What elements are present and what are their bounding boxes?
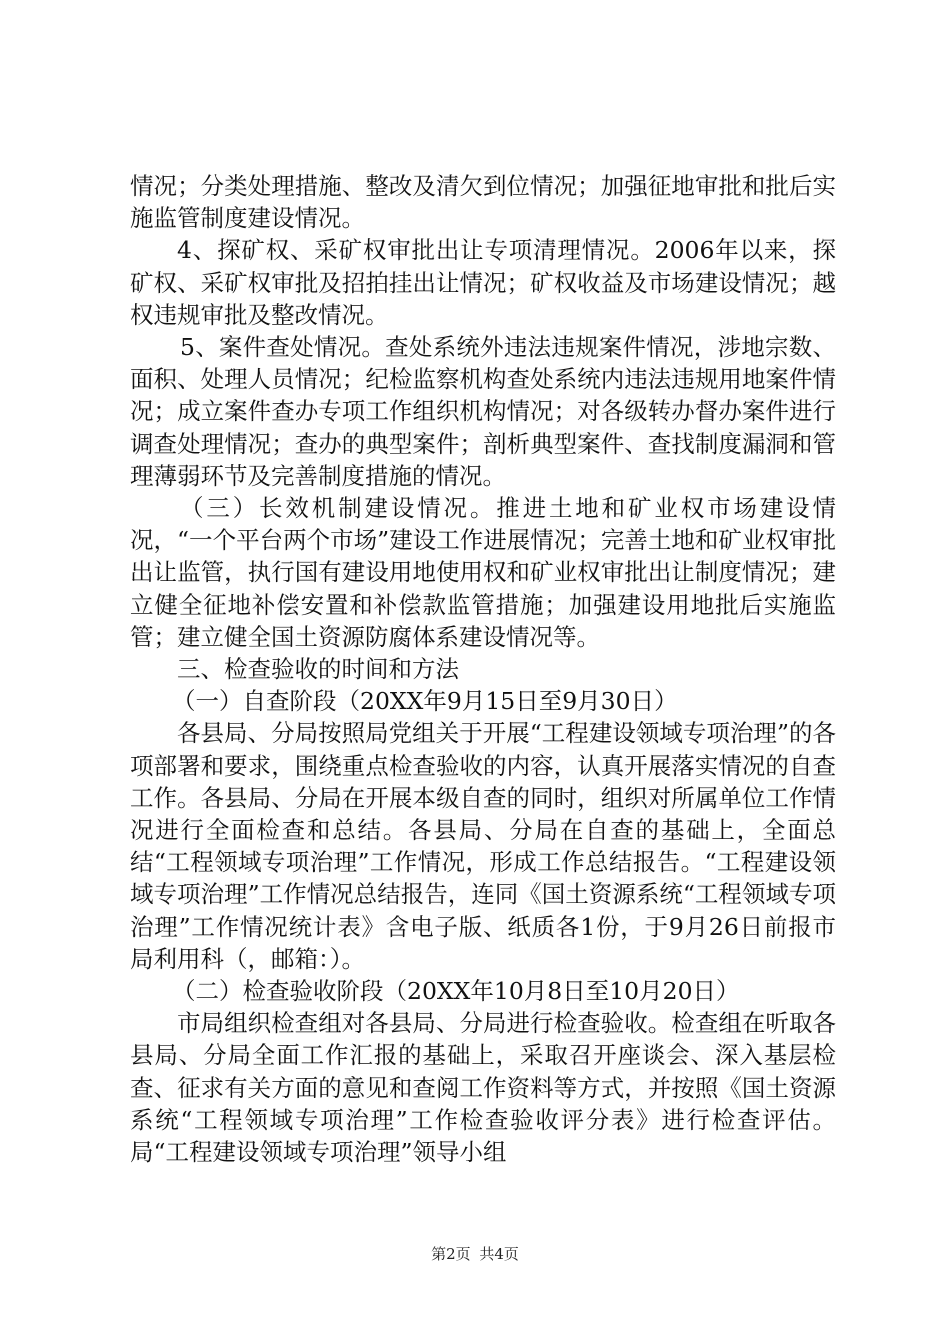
page-number: 第2页 xyxy=(431,1245,471,1263)
section-heading-inspection-time-method: 三、检查验收的时间和方法 xyxy=(177,655,459,684)
page-footer xyxy=(0,1244,950,1264)
subheading-self-inspection-stage: （一）自查阶段（20XX年9月15日至9月30日） xyxy=(172,687,678,716)
subheading-acceptance-stage: （二）检查验收阶段（20XX年10月8日至10月20日） xyxy=(172,977,740,1006)
page-total: 共4页 xyxy=(479,1245,519,1263)
paragraph-self-inspection: 各县局、分局按照局党组关于开展“工程建设领域专项治理”的各项部署和要求，围绕重点检查验收的内容，认真开展落实情况的自查工作。各县局、分局在开展本级自查的同时，组织对所属单位工作情况进行全面检查和总结。各县局、分局在自查的基础上，全面总结“工程领域专项治理”工作情况，形成工作总结报告。“工程建设领域专项治理”工作情况总结报告，连同《国土资源系统“工程领域专项治理”工作情况统计表》含电子版、纸质各1份，于9月26日前报市局利用科（，邮箱：）。 xyxy=(130,719,836,973)
document-body xyxy=(130,170,836,1168)
paragraph-mining-rights: 4、探矿权、采矿权审批出让专项清理情况。2006年以来，探矿权、采矿权审批及招拍挂出让情况；矿权收益及市场建设情况；越权违规审批及整改情况。 xyxy=(130,236,836,329)
paragraph-continuation: 情况；分类处理措施、整改及清欠到位情况；加强征地审批和批后实施监管制度建设情况。 xyxy=(130,172,836,233)
paragraph-case-handling: 5、案件查处情况。查处系统外违法违规案件情况，涉地宗数、面积、处理人员情况；纪检监察机构查处系统内违法违规用地案件情况；成立案件查办专项工作组织机构情况；对各级转办督办案件进行调查处理情况；查办的典型案件；剖析典型案件、查找制度漏洞和管理薄弱环节及完善制度措施的情况。 xyxy=(130,333,836,490)
paragraph-long-term-mechanism: （三）长效机制建设情况。推进土地和矿业权市场建设情况，“一个平台两个市场”建设工作进展情况；完善土地和矿业权审批出让监管，执行国有建设用地使用权和矿业权审批出让制度情况；建立健全征地补偿安置和补偿款监管措施；加强建设用地批后实施监管；建立健全国土资源防腐体系建设情况等。 xyxy=(130,494,836,651)
paragraph-acceptance: 市局组织检查组对各县局、分局进行检查验收。检查组在听取各县局、分局全面工作汇报的基础上，采取召开座谈会、深入基层检查、征求有关方面的意见和查阅工作资料等方式，并按照《国土资源系统“工程领域专项治理”工作检查验收评分表》进行检查评估。局“工程建设领域专项治理”领导小组 xyxy=(130,1009,836,1167)
